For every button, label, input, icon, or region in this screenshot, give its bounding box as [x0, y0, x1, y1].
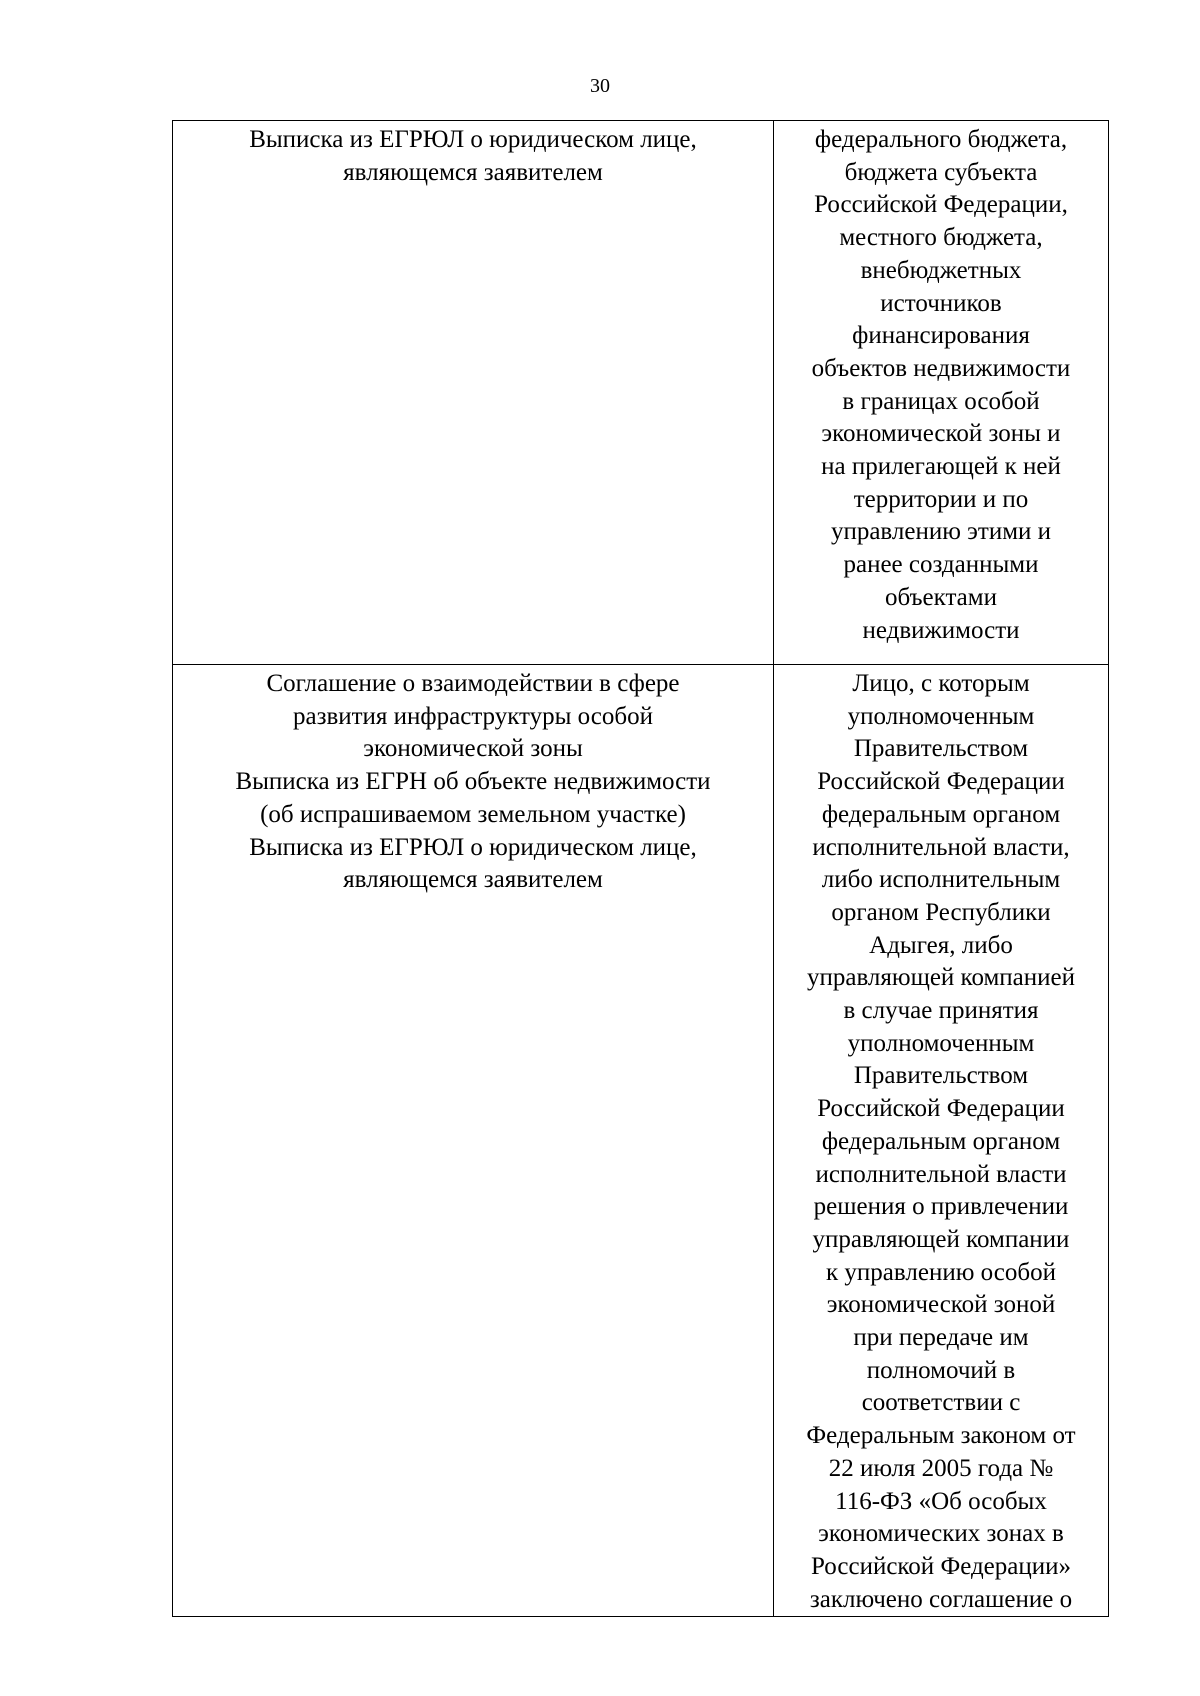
authority-cell: [774, 121, 1109, 665]
cell-text-line: экономической зоны: [363, 735, 583, 763]
cell-text-line: территории и по: [853, 485, 1029, 513]
cell-text-line: исполнительной власти,: [812, 833, 1070, 861]
authority-cell: [774, 665, 1109, 1617]
cell-text-line: федерального бюджета,: [814, 126, 1068, 153]
cell-text-line: управляющей компанией: [806, 964, 1075, 992]
cell-text-line: полномочий в: [866, 1356, 1016, 1384]
cell-text-line: экономической зоной: [826, 1291, 1056, 1319]
cell-text-line: Федеральным законом от: [806, 1422, 1076, 1450]
cell-text-line: 22 июля 2005 года №: [828, 1454, 1054, 1482]
cell-text-line: объектов недвижимости: [811, 354, 1071, 382]
cell-text-line: управляющей компании: [812, 1225, 1070, 1253]
cell-text-line: либо исполнительным: [821, 866, 1061, 894]
cell-text-line: недвижимости: [862, 616, 1020, 644]
cell-text-line: экономических зонах в: [818, 1520, 1064, 1548]
cell-text-line: соответствии с: [861, 1389, 1021, 1417]
cell-text-line: в случае принятия: [843, 997, 1039, 1025]
cell-text-line: Российской Федерации: [817, 768, 1065, 796]
cell-text-line: Выписка из ЕГРН об объекте недвижимости: [235, 768, 711, 796]
cell-text-line: Российской Федерации»: [810, 1552, 1072, 1580]
cell-text-line: Правительством: [853, 735, 1029, 763]
cell-text-line: внебюджетных: [860, 256, 1022, 284]
documents-cell: [173, 665, 774, 1617]
cell-text-line: Соглашение о взаимодействии в сфере: [266, 670, 680, 697]
cell-text-line: федеральным органом: [821, 1127, 1061, 1155]
documents-cell: [173, 121, 774, 665]
page-number: 30: [590, 75, 610, 97]
cell-text-line: Выписка из ЕГРЮЛ о юридическом лице,: [249, 833, 697, 861]
requirements-table: [172, 120, 1109, 1617]
cell-text-line: являющемся заявителем: [343, 866, 603, 894]
cell-text-line: исполнительной власти: [815, 1160, 1067, 1188]
cell-text-line: Адыгея, либо: [869, 931, 1013, 959]
cell-text-line: Российской Федерации,: [814, 191, 1068, 219]
cell-text-line: Выписка из ЕГРЮЛ о юридическом лице,: [249, 126, 697, 153]
cell-text-line: органом Республики: [831, 898, 1051, 926]
table-row: [173, 665, 1109, 1617]
cell-text-line: федеральным органом: [821, 800, 1061, 828]
cell-text-line: при передаче им: [853, 1324, 1029, 1352]
cell-text-line: управлению этими и: [830, 518, 1052, 546]
cell-text-line: Российской Федерации: [817, 1095, 1065, 1123]
cell-text-line: местного бюджета,: [839, 224, 1043, 252]
cell-text-line: на прилегающей к ней: [821, 453, 1061, 481]
cell-text-line: источников: [880, 289, 1002, 317]
cell-text-line: уполномоченным: [847, 1029, 1035, 1057]
cell-text-line: являющемся заявителем: [343, 158, 603, 186]
cell-text-line: к управлению особой: [826, 1258, 1056, 1286]
cell-text-line: (об испрашиваемом земельном участке): [260, 800, 686, 828]
cell-text-line: развития инфраструктуры особой: [292, 702, 654, 730]
table-row: [173, 121, 1109, 665]
cell-text-line: финансирования: [852, 322, 1030, 350]
cell-text-line: бюджета субъекта: [844, 158, 1038, 186]
cell-text-line: ранее созданными: [843, 551, 1039, 579]
cell-text-line: Правительством: [853, 1062, 1029, 1090]
cell-text-line: Лицо, с которым: [852, 670, 1030, 697]
cell-text-line: заключено соглашение о: [809, 1585, 1073, 1613]
cell-text-line: экономической зоны и: [821, 420, 1061, 448]
cell-text-line: в границах особой: [842, 387, 1040, 415]
cell-text-line: объектами: [885, 583, 997, 611]
cell-text-line: уполномоченным: [847, 702, 1035, 730]
cell-text-line: решения о привлечении: [813, 1193, 1069, 1221]
cell-text-line: 116-ФЗ «Об особых: [835, 1487, 1047, 1515]
